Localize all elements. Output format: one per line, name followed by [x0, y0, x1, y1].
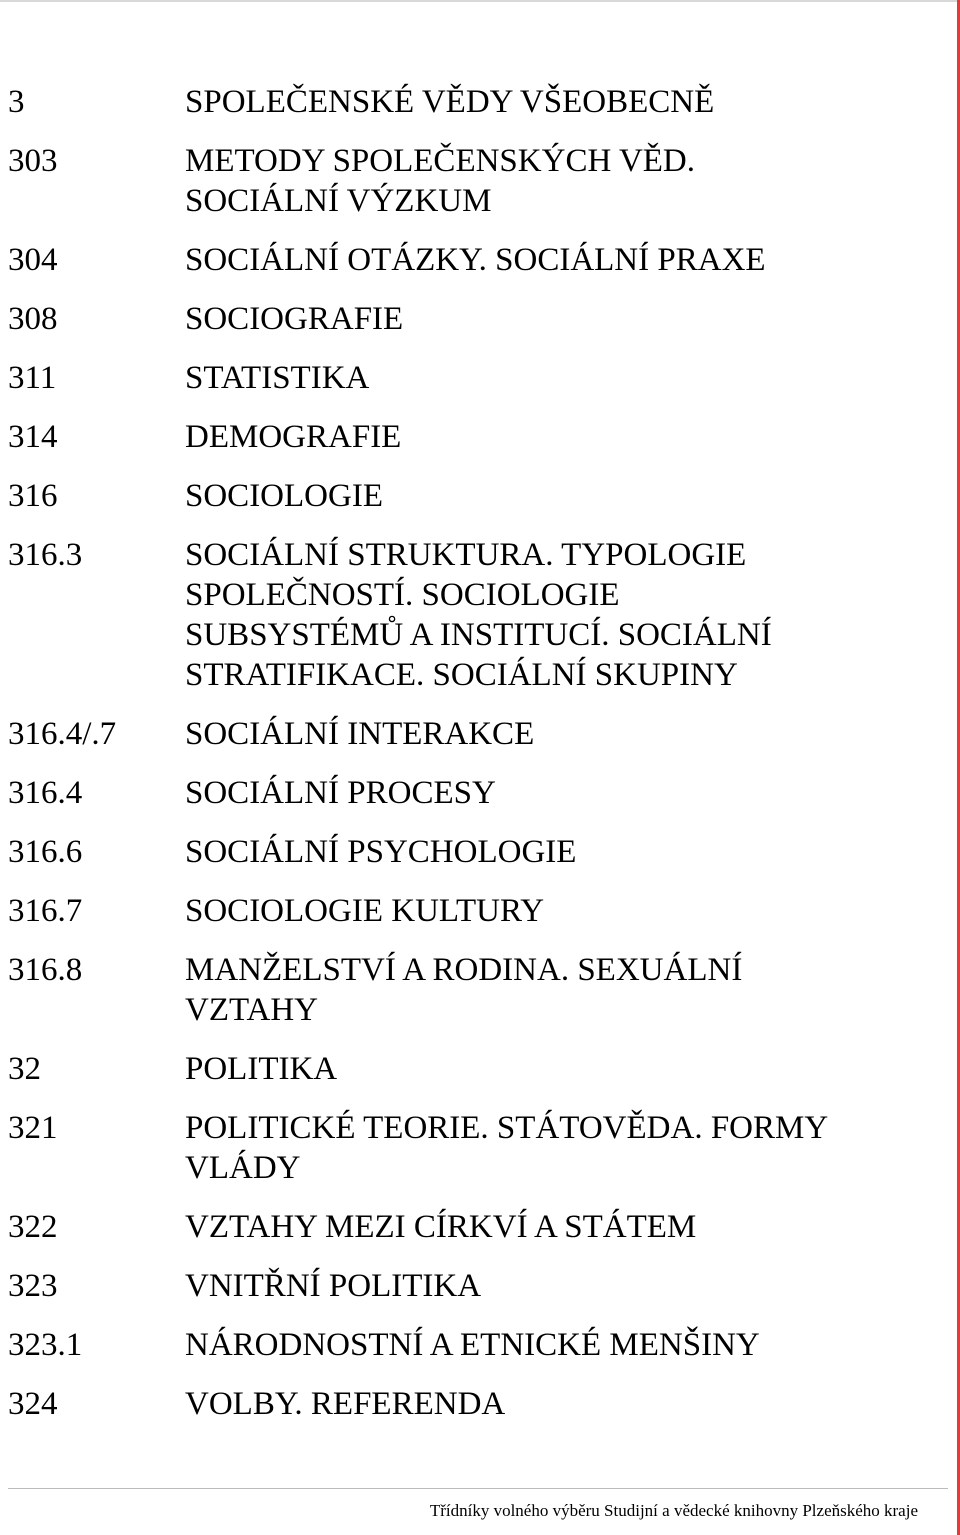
- page-footer: Třídníky volného výběru Studijní a vědecké knihovny Plzeňského kraje: [429, 1501, 918, 1520]
- class-code: 324: [8, 1386, 58, 1422]
- list-item: [8, 82, 948, 122]
- list-item: [8, 714, 948, 754]
- class-title: SOCIÁLNÍ STRUKTURA. TYPOLOGIE SPOLEČNOSTÍ. SOCIOLOGIE SUBSYSTÉMŮ A INSTITUCÍ. SOCIÁLNÍ STRATIFIKACE. SOCIÁLNÍ SKUPINY: [185, 537, 772, 693]
- class-title: VZTAHY MEZI CÍRKVÍ A STÁTEM: [185, 1209, 697, 1245]
- class-title: SPOLEČENSKÉ VĚDY VŠEOBECNĚ: [185, 84, 715, 120]
- list-item: [8, 1049, 948, 1089]
- class-code: 316.6: [8, 834, 83, 870]
- class-code: 321: [8, 1110, 58, 1146]
- list-item: [8, 773, 948, 813]
- class-code: 316.4/.7: [8, 716, 117, 752]
- class-title: SOCIÁLNÍ PROCESY: [185, 775, 496, 811]
- list-item: [8, 1266, 948, 1306]
- class-title: SOCIÁLNÍ PSYCHOLOGIE: [185, 834, 577, 870]
- class-code: 311: [8, 360, 57, 396]
- class-code: 316.7: [8, 893, 83, 929]
- list-item: [8, 240, 948, 280]
- class-code: 308: [8, 301, 58, 337]
- class-title: VNITŘNÍ POLITIKA: [185, 1268, 482, 1304]
- footer-rule: [8, 1488, 948, 1489]
- list-item: [8, 1384, 948, 1424]
- class-title: SOCIOGRAFIE: [185, 301, 404, 337]
- class-title: MANŽELSTVÍ A RODINA. SEXUÁLNÍ VZTAHY: [185, 952, 743, 1028]
- class-code: 303: [8, 143, 58, 179]
- class-title: STATISTIKA: [185, 360, 370, 396]
- class-code: 316.3: [8, 537, 83, 573]
- list-item: [8, 417, 948, 457]
- class-code: 323.1: [8, 1327, 83, 1363]
- class-title: SOCIÁLNÍ INTERAKCE: [185, 716, 535, 752]
- class-title: SOCIÁLNÍ OTÁZKY. SOCIÁLNÍ PRAXE: [185, 242, 766, 278]
- list-item: [8, 891, 948, 931]
- list-item: [8, 950, 948, 1030]
- class-code: 316.4: [8, 775, 83, 811]
- class-title: VOLBY. REFERENDA: [185, 1386, 506, 1422]
- list-item: [8, 476, 948, 516]
- class-code: 314: [8, 419, 58, 455]
- list-item: [8, 1325, 948, 1365]
- class-title: SOCIOLOGIE KULTURY: [185, 893, 545, 929]
- list-item: [8, 1108, 948, 1188]
- class-title: DEMOGRAFIE: [185, 419, 402, 455]
- list-item: [8, 535, 948, 695]
- class-title: SOCIOLOGIE: [185, 478, 383, 514]
- class-code: 304: [8, 242, 58, 278]
- class-code: 322: [8, 1209, 58, 1245]
- page-top-rule: [0, 0, 960, 2]
- class-code: 316.8: [8, 952, 83, 988]
- class-title: METODY SPOLEČENSKÝCH VĚD. SOCIÁLNÍ VÝZKUM: [185, 143, 696, 219]
- class-code: 3: [8, 84, 25, 120]
- list-item: [8, 832, 948, 872]
- classification-list: [8, 82, 948, 1443]
- list-item: [8, 299, 948, 339]
- list-item: [8, 358, 948, 398]
- class-title: POLITICKÉ TEORIE. STÁTOVĚDA. FORMY VLÁDY: [185, 1110, 829, 1186]
- list-item: [8, 1207, 948, 1247]
- class-title: NÁRODNOSTNÍ A ETNICKÉ MENŠINY: [185, 1327, 760, 1363]
- class-code: 323: [8, 1268, 58, 1304]
- class-title: POLITIKA: [185, 1051, 338, 1087]
- class-code: 316: [8, 478, 58, 514]
- list-item: [8, 141, 948, 221]
- class-code: 32: [8, 1051, 41, 1087]
